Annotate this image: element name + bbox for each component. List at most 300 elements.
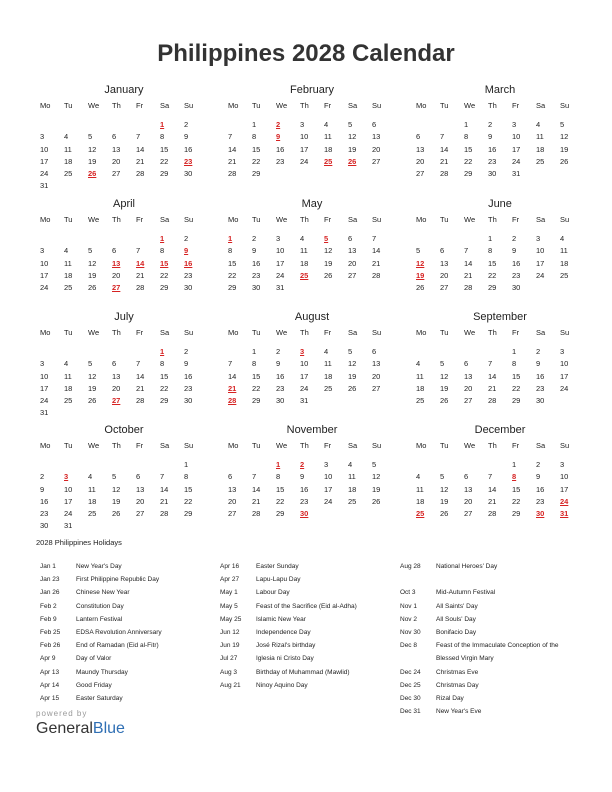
week-row [416, 371, 584, 383]
empty-cell [112, 346, 136, 358]
holiday-name: Feast of the Immaculate Conception of the Blessed Virgin Mary [436, 642, 559, 663]
holiday-day-cell: 27 [112, 395, 121, 405]
week-row [228, 168, 396, 180]
holiday-day-cell: 5 [324, 234, 329, 244]
weekday-header [228, 214, 396, 226]
day-cell: 17 [40, 383, 49, 393]
holiday-row [40, 666, 216, 679]
week-row [416, 245, 584, 257]
holiday-name: All Souls' Day [436, 615, 476, 623]
empty-cell [112, 407, 136, 419]
empty-cell [228, 346, 252, 358]
holiday-row [220, 586, 396, 599]
holiday-row [400, 586, 576, 599]
day-cell: 13 [372, 359, 381, 369]
day-cell: 23 [184, 270, 193, 280]
day-cell: 21 [440, 156, 449, 166]
day-cell: 11 [88, 484, 96, 494]
day-cell: 21 [488, 383, 497, 393]
empty-cell [536, 282, 560, 294]
day-cell: 2 [536, 347, 541, 357]
empty-cell [160, 520, 184, 532]
day-cell: 3 [40, 359, 45, 369]
day-cell: 9 [536, 472, 541, 482]
day-cell: 1 [464, 120, 469, 130]
day-cell: 16 [276, 371, 285, 381]
day-cell: 24 [324, 496, 333, 506]
day-cell: 3 [276, 234, 281, 244]
holiday-date: Jan 23 [40, 576, 60, 584]
holiday-name: New Year's Eve [436, 708, 482, 716]
week-row [228, 119, 396, 131]
empty-cell [440, 459, 464, 471]
day-cell: 18 [88, 496, 97, 506]
empty-cell [136, 180, 160, 192]
week-row [416, 383, 584, 395]
day-cell: 30 [276, 395, 285, 405]
weekday-label: Fr [324, 101, 332, 110]
day-cell: 9 [512, 246, 517, 256]
weekday-label: We [464, 101, 476, 110]
day-cell: 13 [464, 484, 473, 494]
holiday-row [400, 666, 576, 679]
day-cell: 30 [184, 282, 193, 292]
day-cell: 31 [40, 181, 49, 191]
day-cell: 18 [324, 371, 333, 381]
holiday-name: EDSA Revolution Anniversary [76, 629, 162, 637]
weekday-label: Tu [252, 441, 261, 450]
day-cell: 29 [228, 282, 237, 292]
day-cell: 12 [88, 144, 97, 154]
day-cell: 21 [372, 258, 381, 268]
day-cell: 9 [252, 246, 257, 256]
day-cell: 4 [64, 359, 69, 369]
empty-cell [64, 459, 88, 471]
day-cell: 6 [372, 120, 377, 130]
empty-cell [136, 119, 160, 131]
day-cell: 19 [112, 496, 121, 506]
day-cell: 2 [252, 234, 257, 244]
weekday-header [40, 214, 208, 226]
weekday-label: Mo [228, 328, 239, 337]
weekday-label: Fr [512, 328, 520, 337]
day-cell: 7 [136, 132, 141, 142]
day-cell: 28 [440, 168, 449, 178]
empty-cell [112, 119, 136, 131]
holiday-date [400, 573, 436, 586]
holiday-row [400, 705, 576, 718]
holiday-name: Christmas Day [436, 681, 479, 689]
holiday-day-cell: 24 [560, 496, 569, 506]
weekday-label: Sa [348, 101, 358, 110]
week-row [40, 471, 208, 483]
day-cell: 5 [372, 460, 377, 470]
holiday-date: Feb 9 [40, 615, 57, 623]
day-cell: 14 [160, 484, 169, 494]
weekday-label: We [464, 215, 476, 224]
week-row [416, 233, 584, 245]
day-cell: 6 [348, 234, 353, 244]
day-cell: 8 [184, 472, 189, 482]
day-cell: 17 [300, 371, 309, 381]
week-row [416, 270, 584, 282]
day-cell: 13 [112, 144, 121, 154]
holiday-row [400, 613, 576, 626]
day-cell: 12 [372, 472, 381, 482]
week-row [228, 383, 396, 395]
holiday-date: Jan 26 [40, 589, 60, 597]
weekday-label: Sa [536, 441, 546, 450]
holiday-date: May 25 [220, 615, 242, 623]
day-cell: 25 [348, 496, 357, 506]
day-cell: 16 [512, 258, 521, 268]
day-cell: 2 [184, 347, 189, 357]
empty-cell [440, 233, 464, 245]
day-cell: 6 [440, 246, 445, 256]
holiday-day-cell: 16 [184, 258, 193, 268]
holiday-day-cell: 1 [160, 347, 165, 357]
day-cell: 15 [464, 144, 473, 154]
day-cell: 23 [512, 270, 521, 280]
day-cell: 21 [464, 270, 473, 280]
week-row [40, 508, 208, 520]
weekday-label: Mo [416, 328, 427, 337]
day-cell: 6 [112, 132, 117, 142]
week-row [228, 484, 396, 496]
day-cell: 4 [64, 132, 69, 142]
weekday-label: Sa [160, 328, 170, 337]
holiday-day-cell: 3 [64, 472, 69, 482]
day-cell: 22 [184, 496, 193, 506]
holiday-day-cell: 1 [228, 234, 233, 244]
weekday-label: Tu [440, 441, 449, 450]
day-cell: 11 [416, 371, 424, 381]
day-cell: 28 [136, 282, 145, 292]
day-cell: 8 [512, 359, 517, 369]
holiday-day-cell: 19 [416, 270, 425, 280]
weekday-label: We [88, 441, 100, 450]
holiday-day-cell: 9 [184, 246, 189, 256]
weekday-label: Sa [160, 215, 170, 224]
day-cell: 24 [560, 383, 569, 393]
weekday-label: Sa [536, 328, 546, 337]
week-row [40, 496, 208, 508]
day-cell: 11 [64, 144, 72, 154]
holiday-name: Labour Day [256, 589, 290, 597]
day-cell: 13 [136, 484, 145, 494]
day-cell: 29 [512, 508, 521, 518]
empty-cell [228, 119, 252, 131]
empty-cell [112, 520, 136, 532]
day-cell: 17 [560, 484, 569, 494]
day-cell: 29 [160, 395, 169, 405]
day-cell: 24 [300, 383, 309, 393]
day-cell: 18 [64, 270, 73, 280]
day-cell: 14 [488, 371, 497, 381]
holiday-name: Birthday of Muhammad (Mawlid) [256, 668, 350, 676]
week-row [416, 258, 584, 270]
day-cell: 25 [324, 383, 333, 393]
day-cell: 23 [536, 496, 545, 506]
week-row [40, 395, 208, 407]
empty-cell [64, 346, 88, 358]
day-cell: 14 [228, 371, 237, 381]
empty-cell [184, 520, 208, 532]
day-cell: 1 [252, 120, 257, 130]
week-row [40, 119, 208, 131]
empty-cell [40, 346, 64, 358]
holiday-date: Nov 1 [400, 602, 417, 610]
day-cell: 1 [488, 234, 493, 244]
week-row [228, 346, 396, 358]
day-cell: 12 [440, 371, 449, 381]
day-cell: 4 [348, 460, 353, 470]
day-cell: 19 [88, 383, 97, 393]
month-january [40, 83, 208, 192]
empty-cell [464, 346, 488, 358]
empty-cell [372, 168, 396, 180]
weekday-label: Su [372, 215, 382, 224]
holiday-date: Apr 16 [220, 563, 240, 570]
empty-cell [112, 233, 136, 245]
week-row [228, 358, 396, 370]
day-cell: 6 [112, 359, 117, 369]
day-cell: 6 [112, 246, 117, 256]
weekday-label: Tu [440, 101, 449, 110]
holiday-name: Easter Saturday [76, 695, 123, 703]
holiday-name: Mid-Autumn Festival [436, 589, 496, 597]
empty-cell [160, 407, 184, 419]
day-cell: 16 [276, 144, 285, 154]
day-cell: 29 [276, 508, 285, 518]
day-cell: 20 [228, 496, 237, 506]
weekday-label: Th [488, 215, 497, 224]
week-row [40, 383, 208, 395]
holiday-name: Maundy Thursday [76, 668, 128, 676]
day-cell: 13 [416, 144, 425, 154]
weekday-label: Mo [416, 441, 427, 450]
holiday-date: Jul 27 [220, 655, 238, 663]
day-cell: 5 [560, 120, 565, 130]
weekday-header [40, 100, 208, 112]
holiday-date: Feb 25 [40, 629, 61, 637]
day-cell: 31 [512, 168, 521, 178]
day-cell: 8 [160, 132, 165, 142]
weekday-label: Tu [64, 328, 73, 337]
day-cell: 24 [276, 270, 285, 280]
empty-cell [136, 520, 160, 532]
day-cell: 6 [136, 472, 141, 482]
weekday-label: Su [560, 328, 570, 337]
day-cell: 28 [228, 168, 237, 178]
day-cell: 10 [40, 371, 49, 381]
day-cell: 11 [536, 132, 544, 142]
day-cell: 29 [184, 508, 193, 518]
day-cell: 31 [64, 521, 73, 531]
month-october [40, 423, 208, 532]
day-cell: 29 [160, 168, 169, 178]
day-cell: 27 [228, 508, 237, 518]
holiday-row [40, 560, 216, 573]
week-row [228, 233, 396, 245]
holiday-row [400, 679, 576, 692]
day-cell: 23 [536, 383, 545, 393]
day-cell: 11 [324, 132, 332, 142]
weekday-label: Fr [136, 101, 144, 110]
week-row [40, 282, 208, 294]
day-cell: 14 [136, 371, 145, 381]
day-cell: 21 [136, 383, 145, 393]
day-cell: 30 [40, 521, 49, 531]
day-cell: 27 [348, 270, 357, 280]
day-cell: 15 [512, 484, 521, 494]
day-cell: 6 [464, 472, 469, 482]
day-cell: 27 [464, 508, 473, 518]
day-cell: 6 [228, 472, 233, 482]
holiday-row [400, 600, 576, 613]
day-cell: 3 [300, 120, 305, 130]
day-cell: 16 [184, 371, 193, 381]
empty-cell [416, 346, 440, 358]
month-july [40, 310, 208, 419]
empty-cell [416, 119, 440, 131]
day-cell: 17 [300, 144, 309, 154]
holiday-day-cell: 27 [112, 282, 121, 292]
weekday-header [416, 214, 584, 226]
day-cell: 15 [276, 484, 285, 494]
day-cell: 3 [40, 132, 45, 142]
day-cell: 30 [512, 282, 521, 292]
weekday-label: Su [184, 441, 194, 450]
day-cell: 27 [464, 395, 473, 405]
holiday-day-cell: 26 [348, 156, 357, 166]
day-cell: 19 [348, 371, 357, 381]
day-cell: 20 [348, 258, 357, 268]
weekday-label: Tu [440, 215, 449, 224]
day-cell: 7 [252, 472, 257, 482]
weekday-label: Sa [536, 215, 546, 224]
holiday-row [220, 666, 396, 679]
day-cell: 7 [136, 359, 141, 369]
weekday-label: Fr [512, 215, 520, 224]
weekday-label: Su [560, 441, 570, 450]
day-cell: 10 [324, 472, 333, 482]
day-cell: 1 [512, 347, 517, 357]
weekday-label: Fr [136, 441, 144, 450]
empty-cell [372, 282, 396, 294]
holiday-date: Feb 26 [40, 642, 61, 650]
holiday-name: Independence Day [256, 629, 311, 637]
brand-logo [36, 720, 125, 738]
day-cell: 15 [228, 258, 237, 268]
holiday-row [40, 692, 216, 705]
day-cell: 15 [184, 484, 193, 494]
day-cell: 19 [560, 144, 569, 154]
empty-cell [64, 119, 88, 131]
month-september [416, 310, 584, 407]
empty-cell [300, 168, 324, 180]
holiday-date: May 1 [220, 589, 238, 597]
holiday-name: National Heroes' Day [436, 563, 498, 570]
day-cell: 24 [40, 282, 49, 292]
day-cell: 30 [184, 395, 193, 405]
day-cell: 2 [512, 234, 517, 244]
week-row [416, 346, 584, 358]
holiday-row [400, 573, 576, 586]
empty-cell [560, 282, 584, 294]
holiday-date: Apr 9 [40, 655, 56, 663]
day-cell: 30 [252, 282, 261, 292]
week-row [228, 282, 396, 294]
day-cell: 12 [88, 371, 97, 381]
weekday-label: Su [560, 215, 570, 224]
empty-cell [372, 508, 396, 520]
week-row [416, 282, 584, 294]
day-cell: 24 [64, 508, 73, 518]
month-june [416, 197, 584, 294]
empty-cell [560, 395, 584, 407]
day-cell: 20 [464, 496, 473, 506]
weekday-header [228, 100, 396, 112]
day-cell: 20 [112, 383, 121, 393]
week-row [416, 144, 584, 156]
day-cell: 18 [64, 383, 73, 393]
weekday-header [416, 440, 584, 452]
day-cell: 6 [416, 132, 421, 142]
day-cell: 20 [464, 383, 473, 393]
empty-cell [348, 168, 372, 180]
day-cell: 13 [228, 484, 237, 494]
empty-cell [88, 180, 112, 192]
weekday-label: Su [184, 215, 194, 224]
holiday-row [40, 573, 216, 586]
weekday-label: Tu [64, 101, 73, 110]
day-cell: 5 [88, 132, 93, 142]
weekday-label: Tu [252, 215, 261, 224]
week-row [40, 520, 208, 532]
week-row [416, 358, 584, 370]
day-cell: 9 [184, 359, 189, 369]
day-cell: 14 [252, 484, 261, 494]
weekday-header [416, 100, 584, 112]
holiday-day-cell: 25 [300, 270, 309, 280]
holiday-column [400, 560, 576, 718]
week-row [416, 484, 584, 496]
day-cell: 23 [40, 508, 49, 518]
weekday-label: Th [112, 215, 121, 224]
day-cell: 25 [64, 282, 73, 292]
day-cell: 23 [300, 496, 309, 506]
holiday-name: Christmas Eve [436, 668, 479, 676]
week-row [40, 371, 208, 383]
month-name: June [488, 198, 512, 210]
empty-cell [488, 459, 512, 471]
weekday-label: Th [112, 328, 121, 337]
weekday-label: Mo [40, 101, 51, 110]
empty-cell [464, 459, 488, 471]
month-name: April [112, 198, 135, 210]
day-cell: 8 [488, 246, 493, 256]
day-cell: 21 [488, 496, 497, 506]
week-row [416, 471, 584, 483]
day-cell: 26 [112, 508, 121, 518]
day-cell: 23 [184, 383, 193, 393]
day-cell: 4 [324, 347, 329, 357]
weekday-label: Th [112, 441, 121, 450]
day-cell: 22 [512, 496, 521, 506]
day-cell: 13 [348, 246, 357, 256]
day-cell: 26 [88, 282, 97, 292]
